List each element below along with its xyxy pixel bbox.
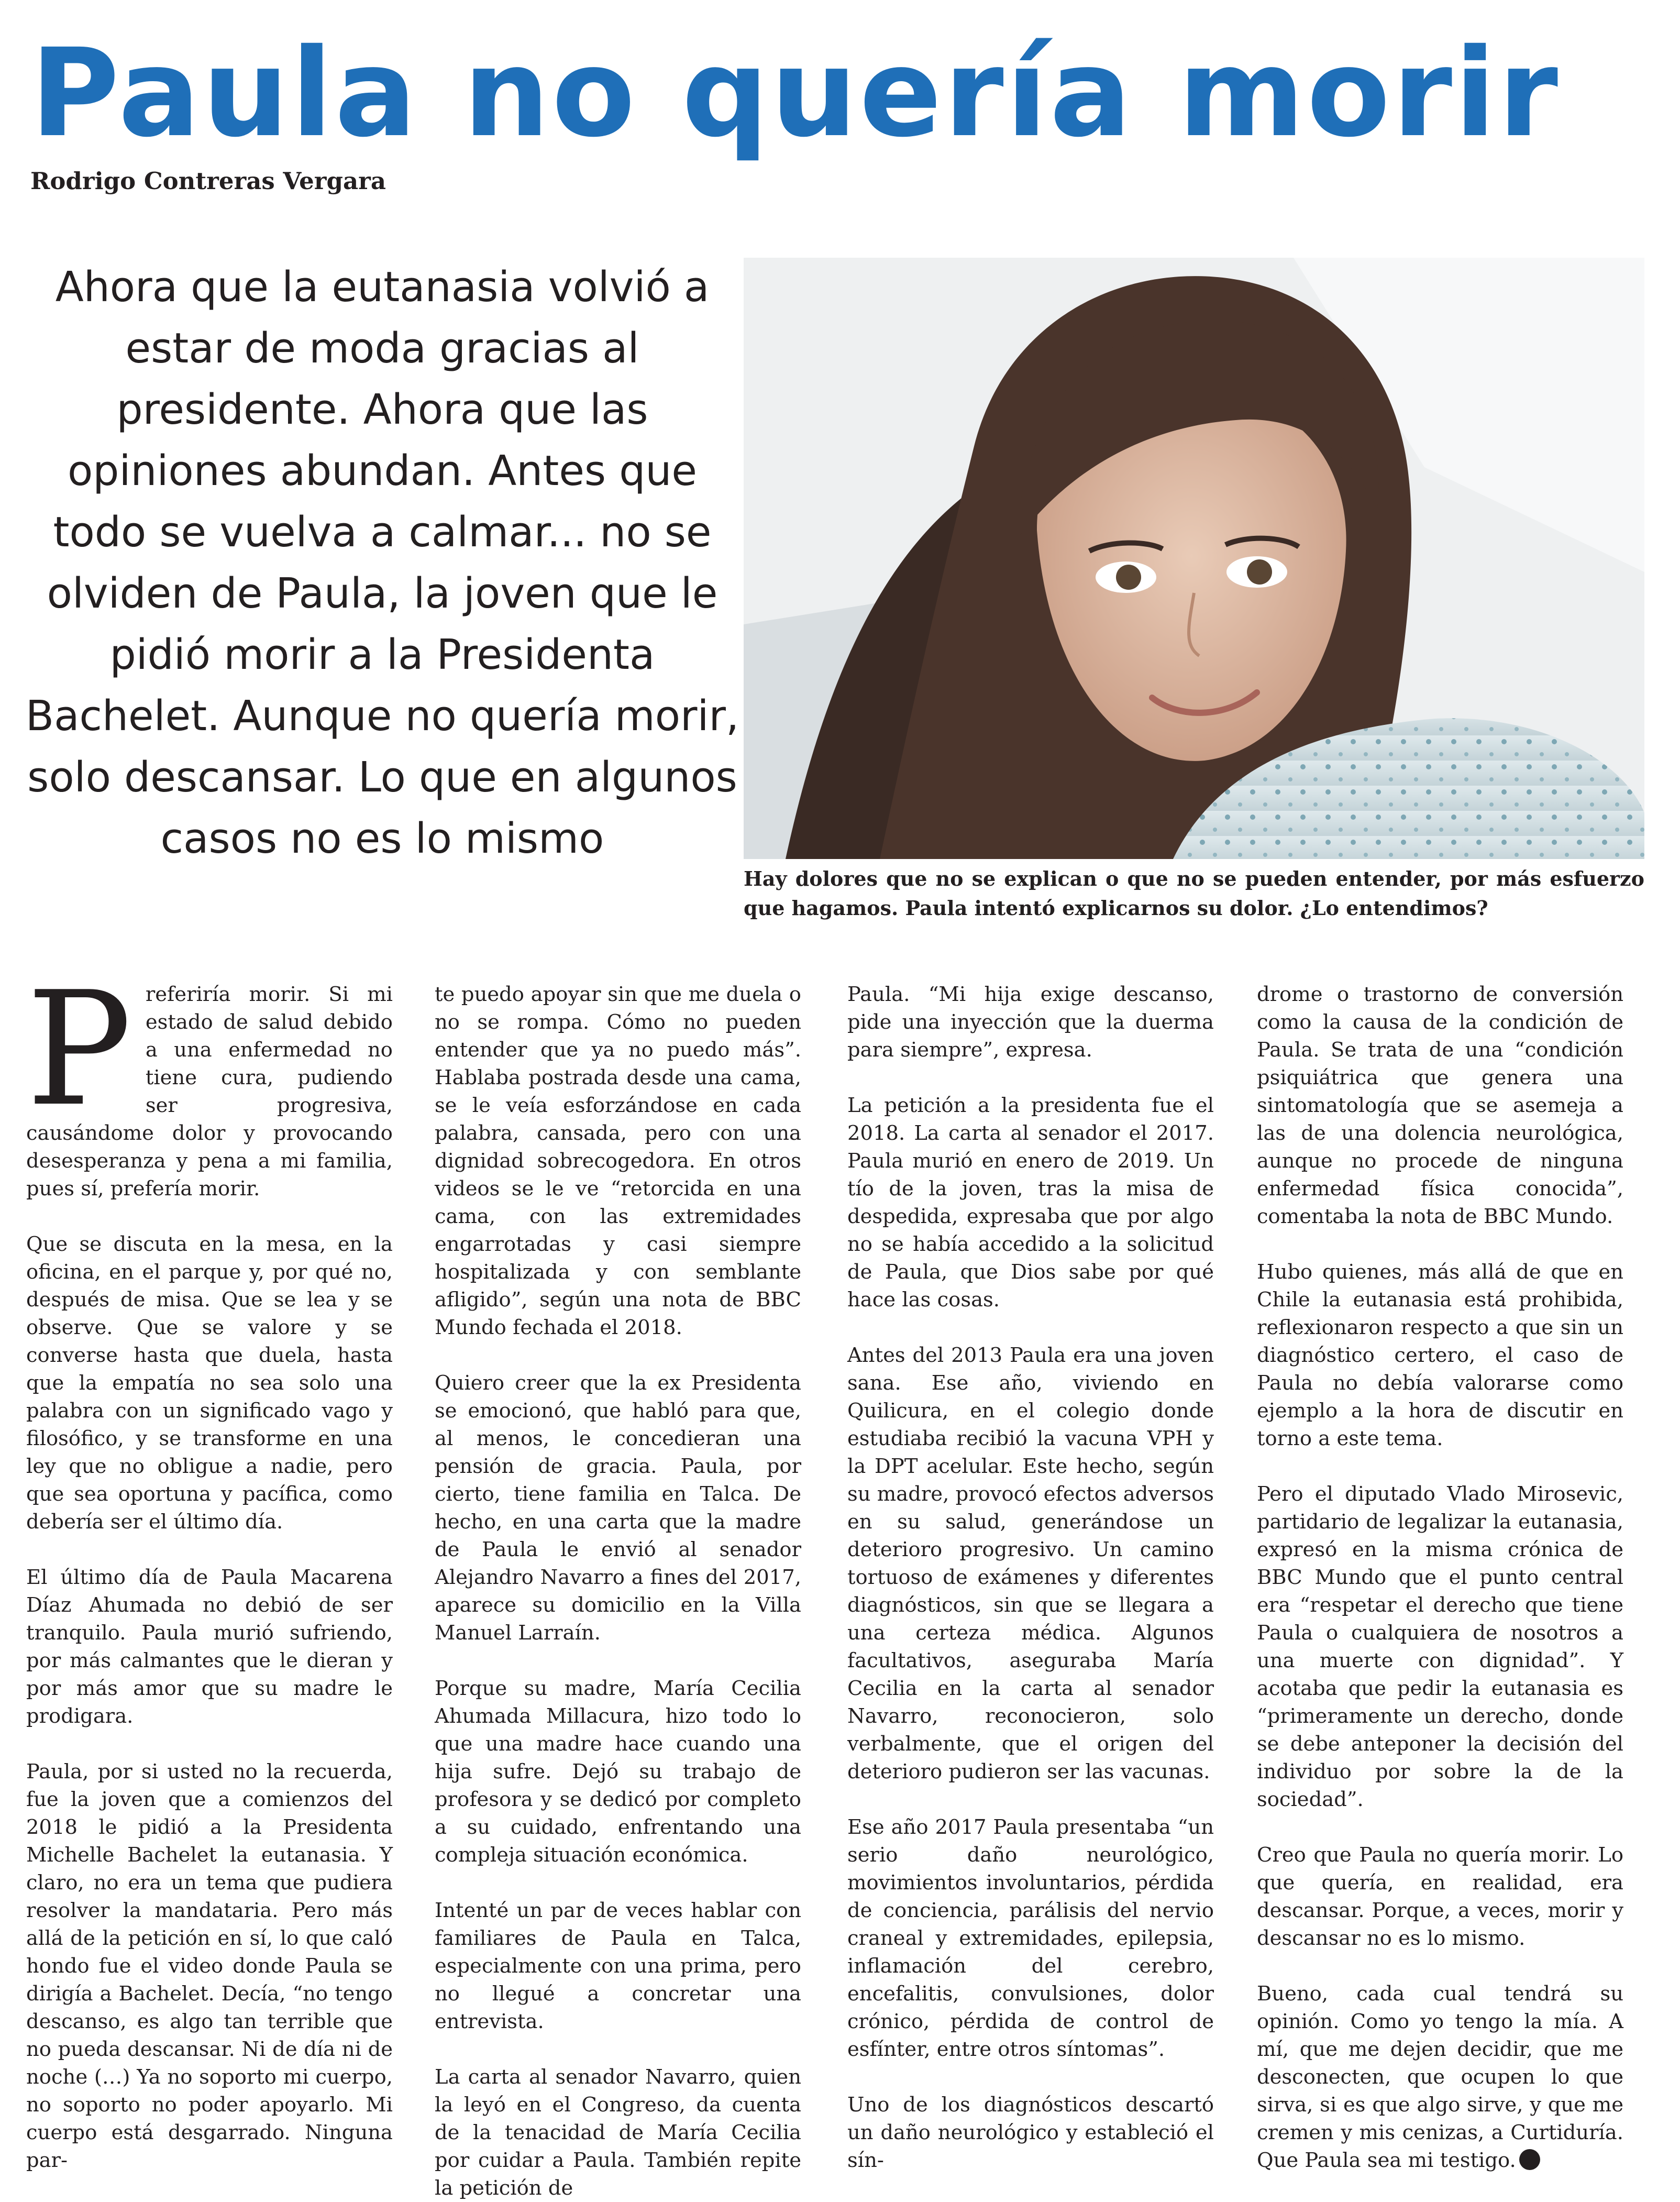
body-paragraph: Intenté un par de veces hablar con familiares de Paula en Talca, especialmente con una prima, pero no llegué a concretar una entrevista. [435,1899,801,2033]
body-paragraph: El último día de Paula Macarena Díaz Ahumada no debió de ser tranquilo. Paula murió sufriendo, por más calmantes que le dieran y por más amor que su madre le prodigara. [26,1566,393,1728]
body-paragraph: te puedo apoyar sin que me duela o no se rompa. Cómo no pueden entender que ya no puedo más”. Hablaba postrada desde una cama, se le veía esforzándose en cada palabra, cansada, pero con una dignidad sobrecogedora. En otros videos se le ve “retorcida en una cama, con las extremidades engarrotadas y casi siempre hospitalizada y con semblante afligido”, según una nota de BBC Mundo fechada el 2018. [435,983,801,1339]
lead-paragraph: Ahora que la eutanasia volvió a estar de moda gracias al presidente. Ahora que las opiniones abundan. Antes que todo se vuelva a calmar... no se olviden de Paula, la joven que le pidió morir a la Presidenta Bachelet. Aunque no quería morir, solo descansar. Lo que en algunos casos no es lo mismo [25,263,739,863]
opening-paragraph [26,958,393,1203]
body-paragraph: Creo que Paula no quería morir. Lo que quería, en realidad, era descansar. Porque, a veces, morir y descansar no es lo mismo. [1257,1843,1623,1950]
photo-caption: Hay dolores que no se explican o que no se pueden entender, por más esfuerzo que hagamos. Paula intentó explicarnos su dolor. ¿Lo entendimos? [744,867,1644,920]
article-column-1 [26,958,393,2174]
closing-paragraph [1257,1980,1623,2174]
body-paragraph: Que se discuta en la mesa, en la oficina, en el parque y, por qué no, después de misa. Que se lea y se observe. Que se valore y se converse hasta que duela, hasta que la empatía no sea solo una palabra con un significado vago y filosófico, y se transforme en una ley que no obligue a nadie, pero que sea oportuna y pacífica, como debería ser el último día. [26,1232,393,1534]
body-paragraph: La petición a la presidenta fue el 2018. La carta al senador el 2017. Paula murió en enero de 2019. Un tío de la joven, tras la misa de despedida, expresaba que por algo no se había accedido a la solicitud de Paula, que Dios sabe por qué hace las cosas. [847,1094,1214,1312]
portrait-photo [744,258,1644,859]
body-paragraph: drome o trastorno de conversión como la causa de la condición de Paula. Se trata de una “condición psiquiátrica que genera una sintomatología que se asemeja a las de una dolencia neurológica, aunque no procede de ninguna enfermedad física conocida”, comentaba la nota de BBC Mundo. [1257,983,1623,1228]
drop-cap: P [26,958,132,1141]
body-paragraph: Paula, por si usted no la recuerda, fue la joven que a comienzos del 2018 le pidió a la Presidenta Michelle Bachelet la eutanasia. Y claro, no era un tema que pudiera resolver la mandataria. Pero más allá de la petición en sí, lo que caló hondo fue el video donde Paula se dirigía a Bachelet. Decía, “no tengo descanso, es algo tan terrible que no pueda descansar. Ni de día ni de noche (…) Ya no soporto mi cuerpo, no soporto no poder apoyarlo. Mi cuerpo está desgarrado. Ninguna par- [26,1760,393,2172]
opening-paragraph-text: referiría morir. Si mi estado de salud debido a una enfermedad no tiene cura, pudiendo ser progresiva, causándome dolor y provocando desesperanza y pena a mi familia, pues sí, prefería morir. [26,983,393,1201]
body-paragraph: Antes del 2013 Paula era una joven sana. Ese año, viviendo en Quilicura, en el colegio donde estudiaba recibió la vacuna VPH y la DPT acelular. Este hecho, según su madre, provocó efectos adversos en su salud, generándose un deterioro progresivo. Un camino tortuoso de exámenes y diferentes diagnósticos, sin que se llegara a una certeza médica. Algunos facultativos, aseguraba María Cecilia en la carta al senador Navarro, reconocieron, solo verbalmente, que el origen del deterioro pudieron ser las vacunas. [847,1344,1214,1783]
body-paragraph: Paula. “Mi hija exige descanso, pide una inyección que la duerma para siempre”, expresa. [847,983,1214,1062]
article-column-3 [847,981,1214,2174]
body-paragraph: La carta al senador Navarro, quien la leyó en el Congreso, da cuenta de la tenacidad de María Cecilia por cuidar a Paula. También repite la petición de [435,2065,801,2200]
end-of-article-mark [1519,2149,1540,2170]
body-paragraph: Pero el diputado Vlado Mirosevic, partidario de legalizar la eutanasia, expresó en la misma crónica de BBC Mundo que el punto central era “respetar el derecho que tiene Paula o cualquiera de nosotros a una muerte con dignidad”. Y acotaba que pedir la eutanasia es “primeramente un derecho, donde se debe anteponer la decisión del individuo por sobre la de la sociedad”. [1257,1482,1623,1811]
closing-paragraph-text: Bueno, cada cual tendrá su opinión. Como yo tengo la mía. A mí, que me dejen decidir, que me desconecten, que ocupen lo que sirva, si es que algo sirve, y que me cremen y mis cenizas, a Curtiduría. Que Paula sea mi testigo. [1257,1982,1623,2172]
body-paragraph: Hubo quienes, más allá de que en Chile la eutanasia está prohibida, reflexionaron respecto a que sin un diagnóstico certero, el caso de Paula no debía valorarse como ejemplo a la hora de discutir en torno a este tema. [1257,1260,1623,1450]
article-column-2 [435,981,801,2202]
article-column-4 [1257,981,1623,2174]
body-paragraph: Uno de los diagnósticos descartó un daño neurológico y estableció el sín- [847,2093,1214,2172]
byline: Rodrigo Contreras Vergara [30,167,386,195]
body-paragraph: Porque su madre, María Cecilia Ahumada Millacura, hizo todo lo que una madre hace cuando una hija sufre. Dejó su trabajo de profesora y se dedicó por completo a su cuidado, enfrentando una compleja situación económica. [435,1677,801,1867]
portrait-illustration [744,258,1644,859]
body-paragraph: Ese año 2017 Paula presentaba “un serio daño neurológico, movimientos involuntarios, pérdida de conciencia, parálisis del nervio craneal y extremidades, epilepsia, inflamación del cerebro, encefalitis, convulsiones, dolor crónico, pérdida de control de esfínter, entre otros síntomas”. [847,1815,1214,2061]
headline: Paula no quería morir [30,23,1561,164]
body-paragraph: Quiero creer que la ex Presidenta se emocionó, que habló para que, al menos, le concedieran una pensión de gracia. Paula, por cierto, tiene familia en Talca. De hecho, en una carta que la madre de Paula le envió al senador Alejandro Navarro a fines del 2017, aparece su domicilio en la Villa Manuel Larraín. [435,1371,801,1645]
